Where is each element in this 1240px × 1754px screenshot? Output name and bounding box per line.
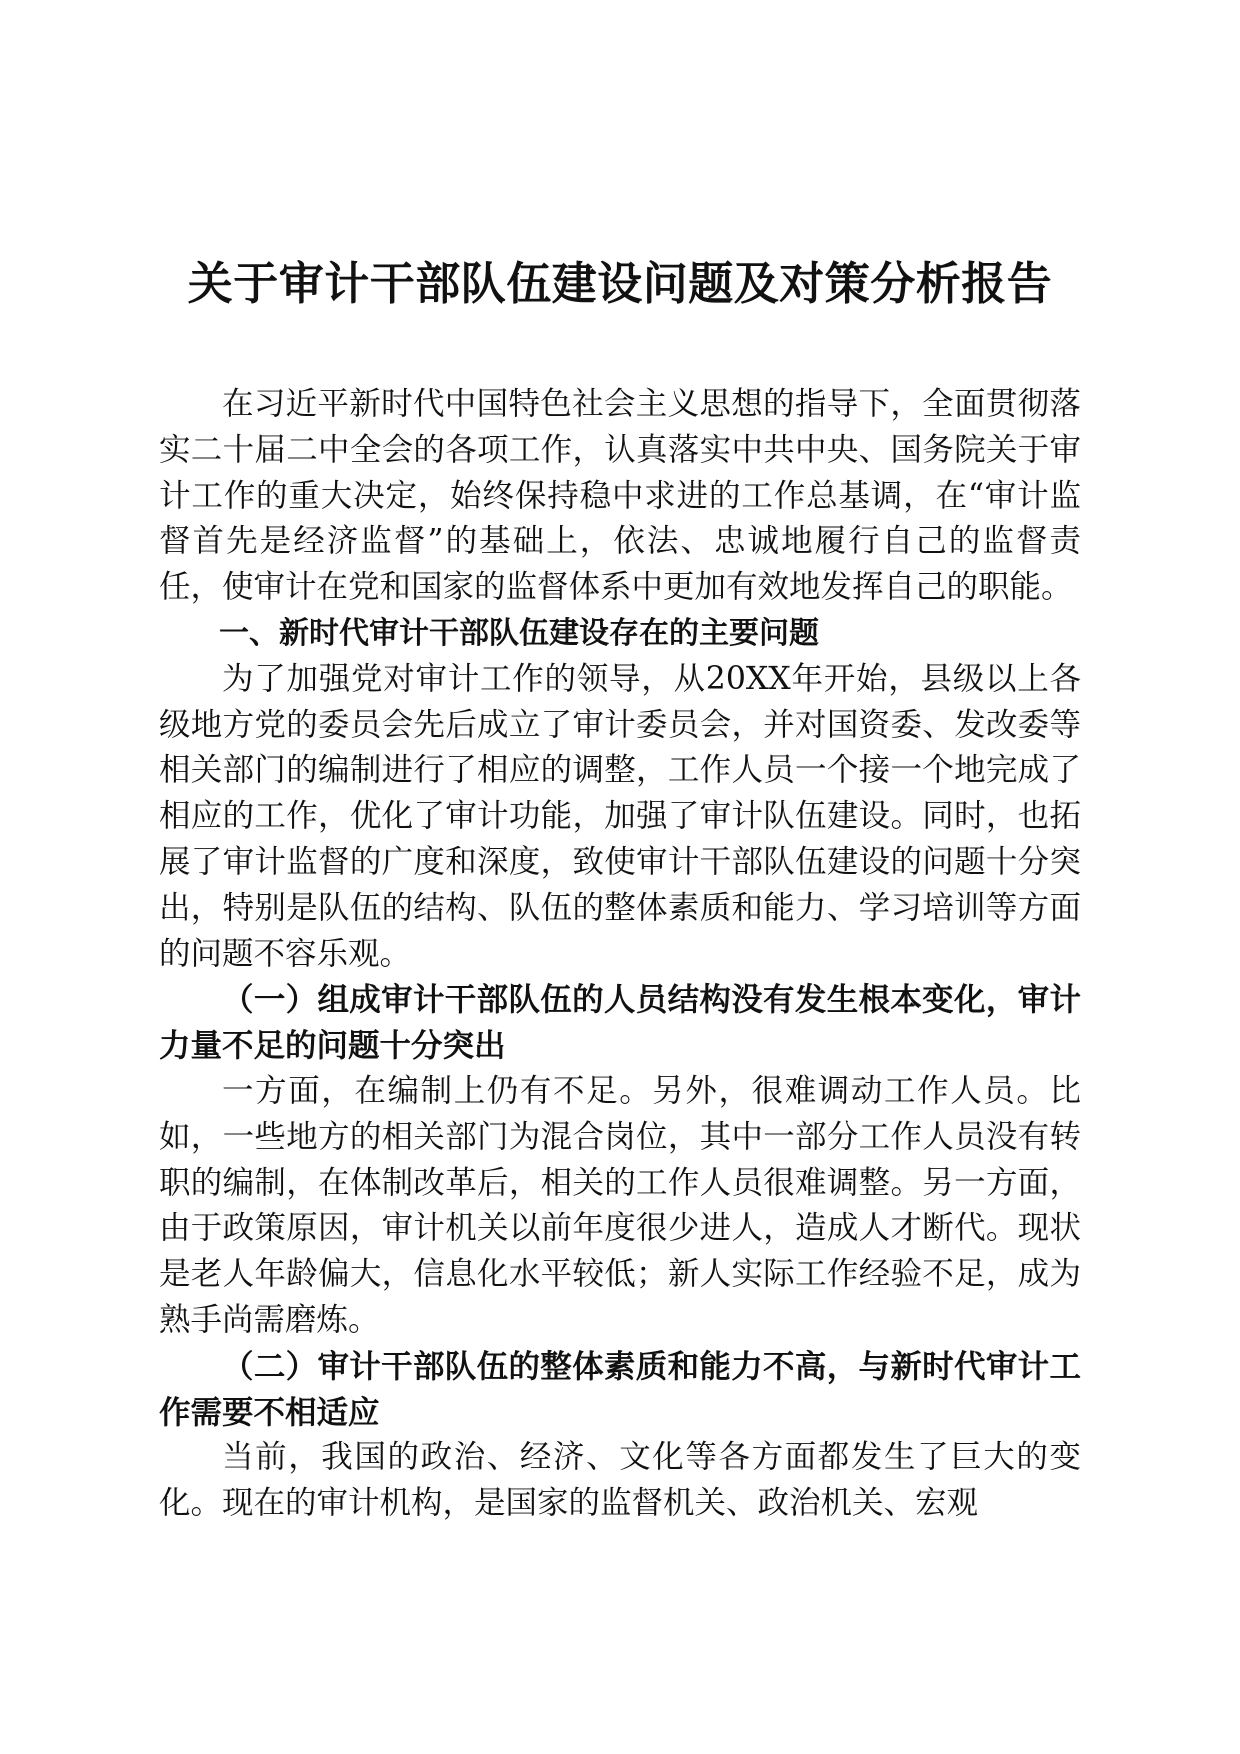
section-heading-1: 一、新时代审计干部队伍建设存在的主要问题 (219, 615, 819, 651)
body-paragraph: 当前，我国的政治、经济、文化等各方面都发生了巨大的变化。现在的审计机构，是国家的监督机关、政治机关、宏观 (159, 1439, 1081, 1522)
document-title: 关于审计干部队伍建设问题及对策分析报告 (187, 257, 1053, 310)
intro-paragraph: 在习近平新时代中国特色社会主义思想的指导下，全面贯彻落实二十届二中全会的各项工作，认真落实中共中央、国务院关于审计工作的重大决定，始终保持稳中求进的工作总基调，在“审计监督首先是经济监督”的基础上，依法、忠诚地履行自己的监督责任，使审计在党和国家的监督体系中更加有效地发挥自己的职能。 (159, 386, 1081, 606)
subsection-heading-2: （二）审计干部队伍的整体素质和能力不高，与新时代审计工作需要不相适应 (159, 1347, 1081, 1431)
subsection-heading-1: （一）组成审计干部队伍的人员结构没有发生根本变化，审计力量不足的问题十分突出 (159, 981, 1081, 1065)
body-paragraph: 一方面，在编制上仍有不足。另外，很难调动工作人员。比如，一些地方的相关部门为混合岗位，其中一部分工作人员没有转职的编制，在体制改革后，相关的工作人员很难调整。另一方面，由于政策原因，审计机关以前年度很少进人，造成人才断代。现状是老人年龄偏大，信息化水平较低；新人实际工作经验不足，成为熟手尚需磨炼。 (159, 1072, 1081, 1338)
document-body (159, 382, 1081, 1527)
body-paragraph: 为了加强党对审计工作的领导，从20XX年开始，县级以上各级地方党的委员会先后成立了审计委员会，并对国资委、发改委等相关部门的编制进行了相应的调整，工作人员一个接一个地完成了相应的工作，优化了审计功能，加强了审计队伍建设。同时，也拓展了审计监督的广度和深度，致使审计干部队伍建设的问题十分突出，特别是队伍的结构、队伍的整体素质和能力、学习培训等方面的问题不容乐观。 (159, 660, 1081, 972)
